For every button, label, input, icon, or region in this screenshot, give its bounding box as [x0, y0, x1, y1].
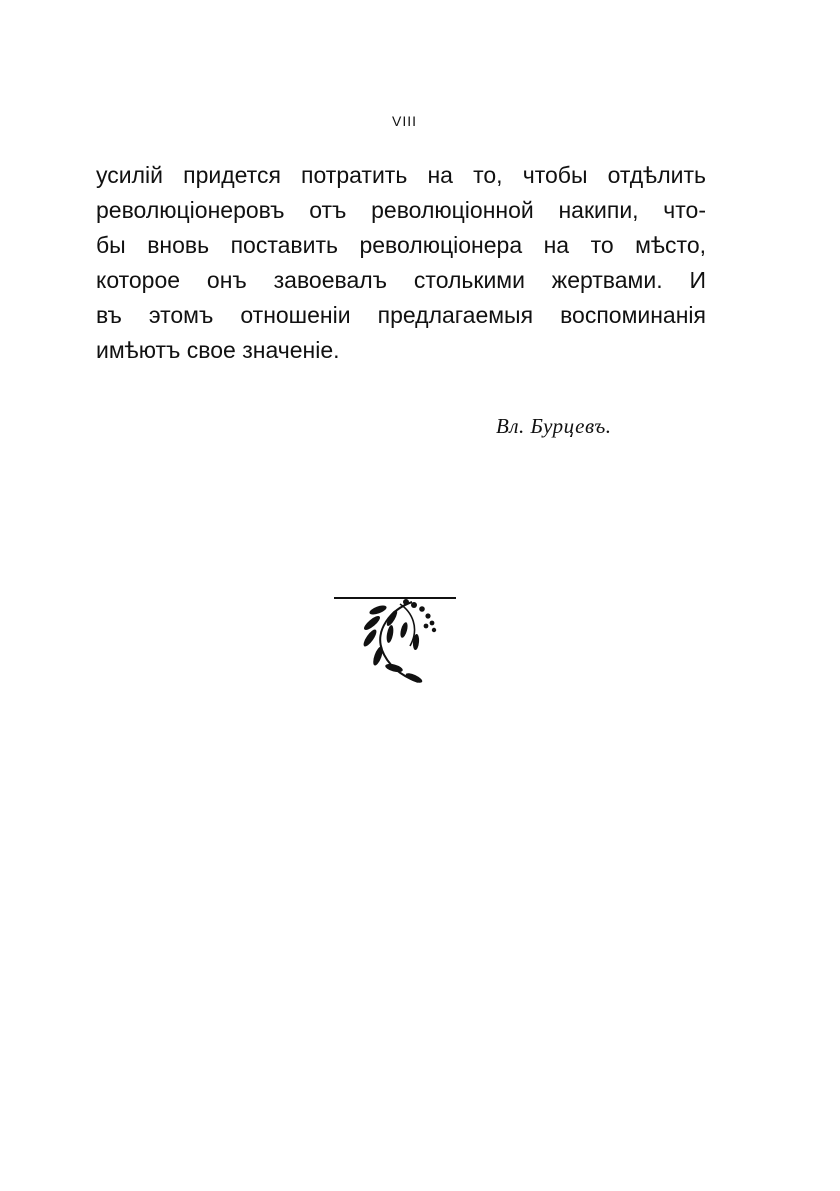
body-paragraph: [96, 158, 706, 368]
leaf-branch-icon: [330, 590, 460, 685]
text-line: въ этомъ отношеніи предлагаемыя воспоминанія: [96, 302, 706, 328]
text-line: имѣютъ свое значеніе.: [96, 337, 340, 363]
text-line: которое онъ завоевалъ столькими жертвами. И: [96, 267, 706, 293]
author-signature: Вл. Бурцевъ.: [496, 414, 612, 438]
text-line: усилій придется потратить на то, чтобы отдѣлить: [96, 162, 706, 188]
text-line: бы вновь поставить революціонера на то мѣсто,: [96, 232, 706, 258]
page-number: VIII: [391, 113, 417, 129]
text-line: революціонеровъ отъ революціонной накипи, что-: [96, 197, 706, 223]
